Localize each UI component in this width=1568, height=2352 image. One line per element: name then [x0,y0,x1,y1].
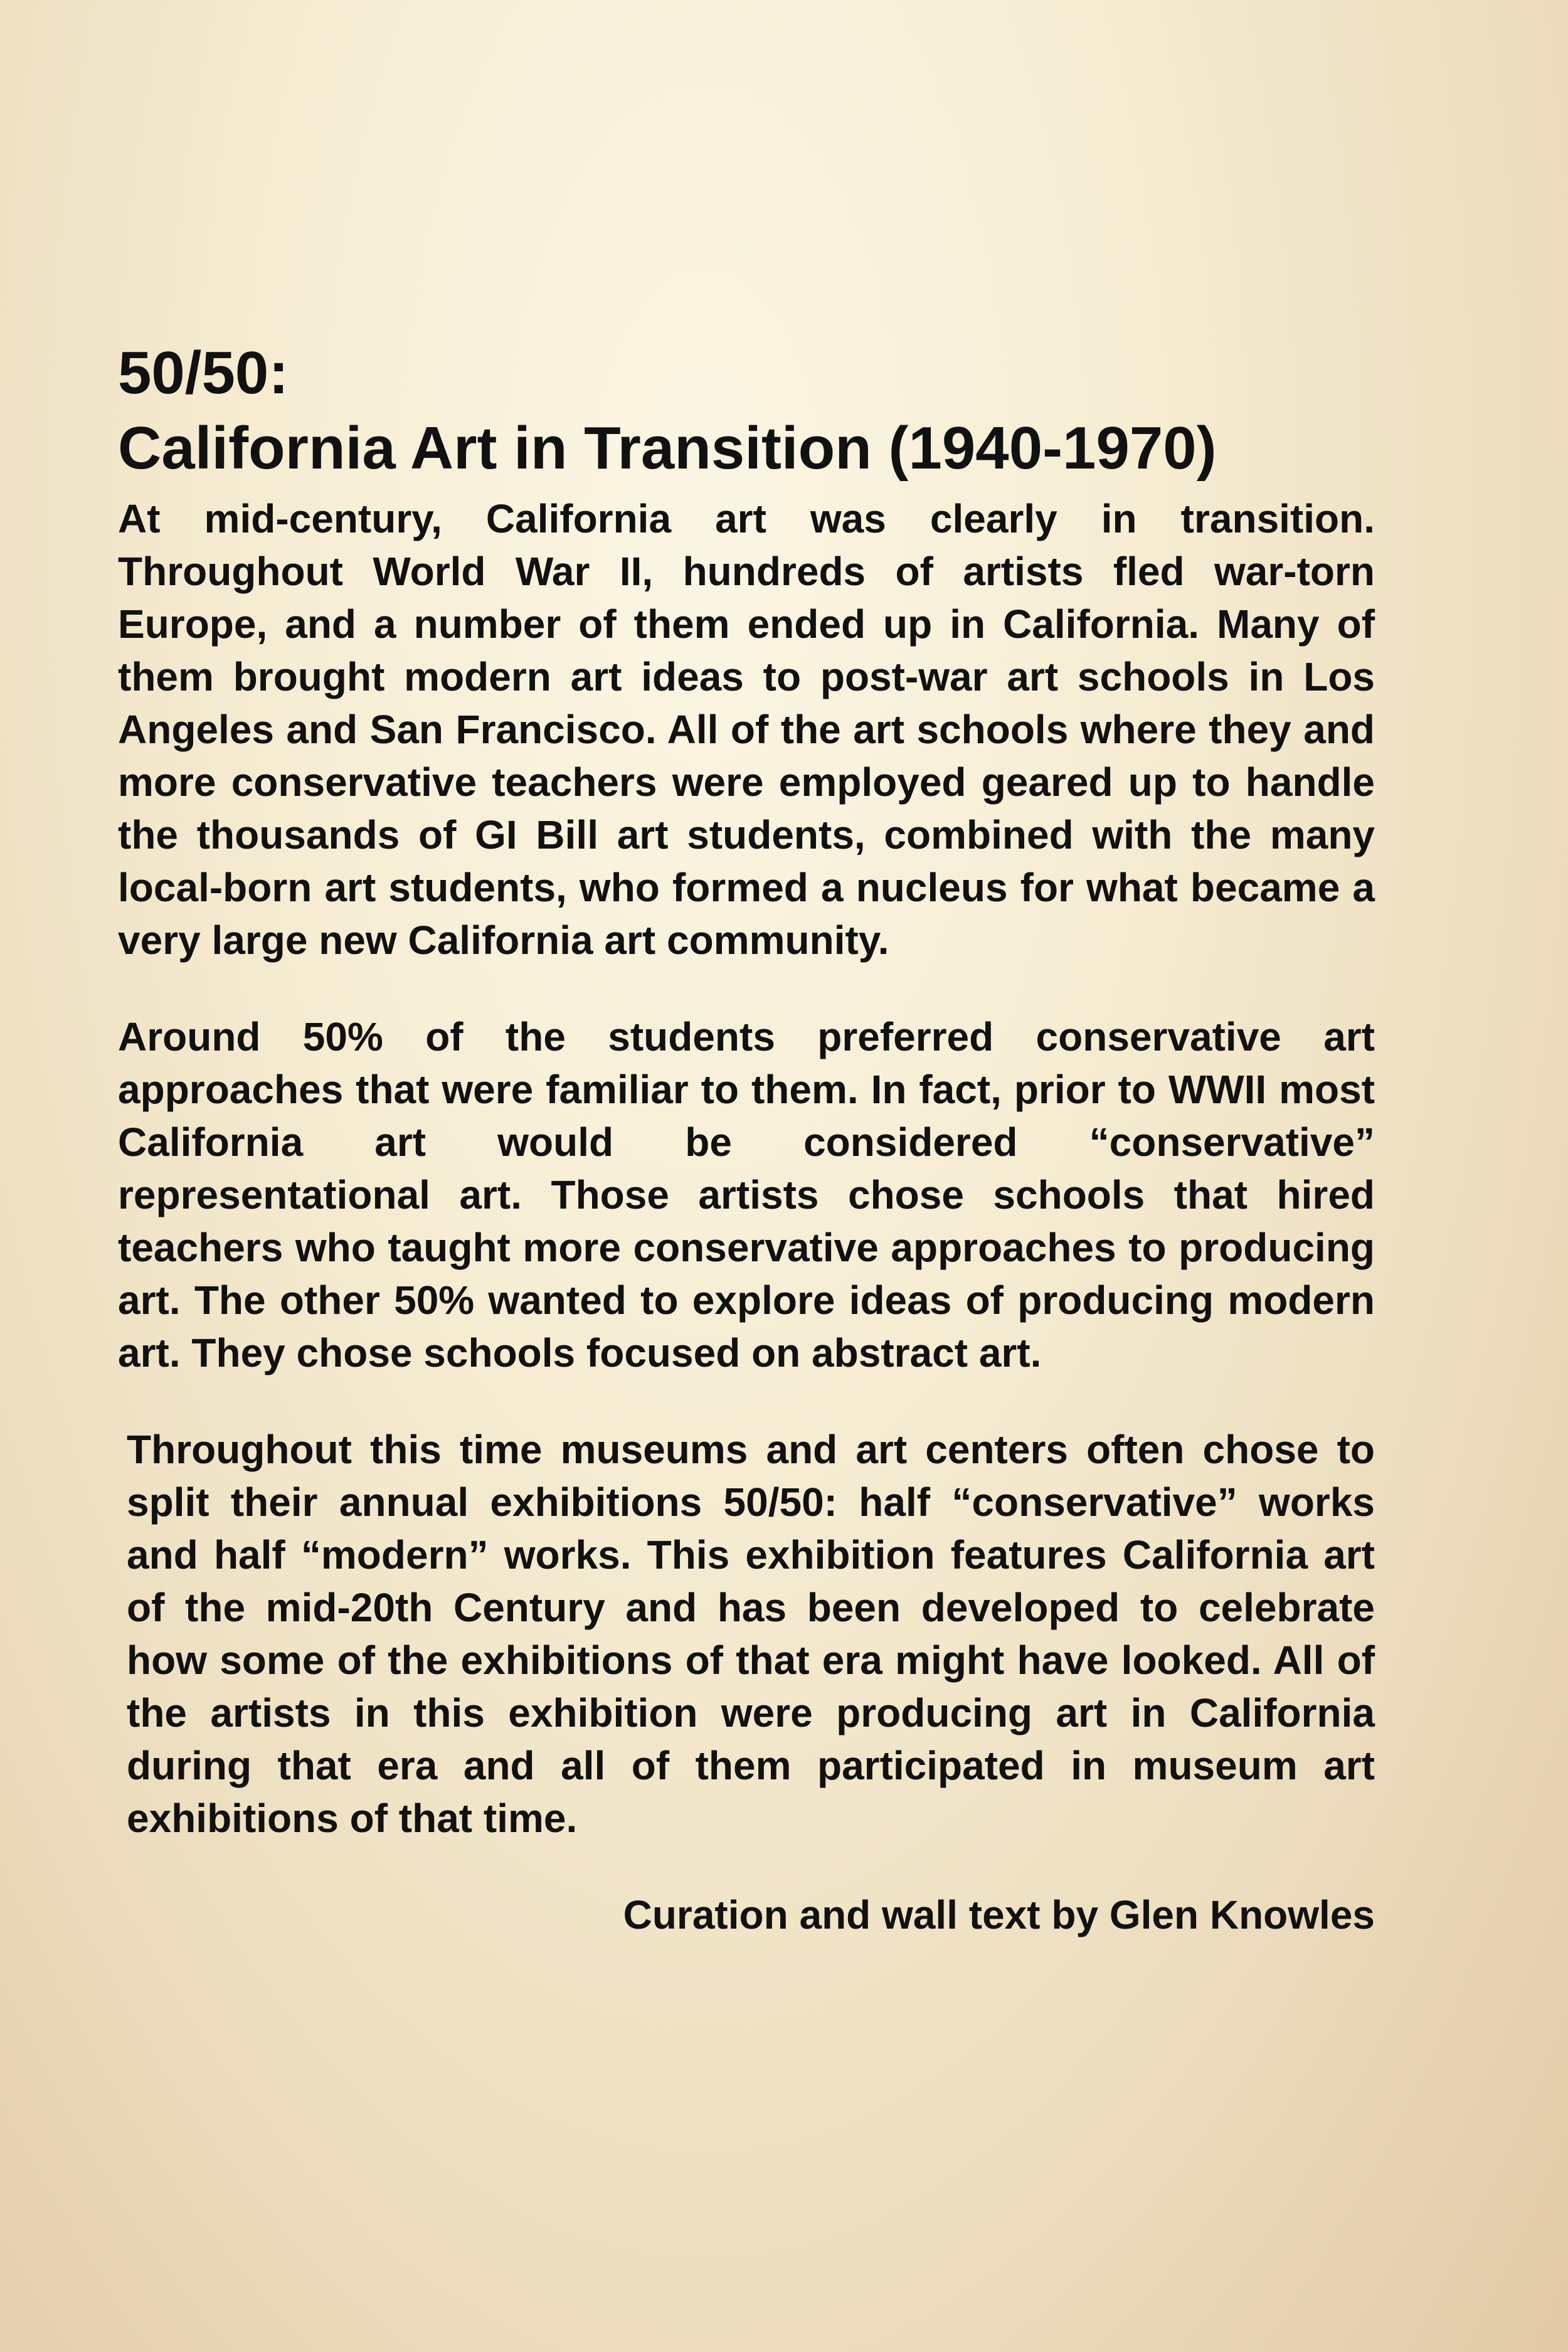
paragraph-1: At mid-century, California art was clearly in transition. Throughout World War II, hundreds of artists fled war-torn Europe, and a number of them ended up in California. Many of them brought modern art ideas to post-war art schools in Los Angeles and San Francisco. All of the art schools where they and more conservative teachers were employed geared up to handle the thousands of GI Bill art students, combined with the many local-born art students, who formed a nucleus for what became a very large new California art community. [118,496,1375,963]
wall-text-placard [118,336,1375,1941]
paragraph-3: Throughout this time museums and art centers often chose to split their annual exhibitions 50/50: half “conservative” works and half “modern” works. This exhibition features California art of the mid-20th Century and has been developed to celebrate how some of the exhibitions of that era might have looked. All of the artists in this exhibition were producing art in California during that era and all of them participated in museum art exhibitions of that time. [127,1427,1375,1841]
paragraph-2: Around 50% of the students preferred conservative art approaches that were familiar to them. In fact, prior to WWII most California art would be considered “conservative” representational art. Those artists chose schools that hired teachers who taught more conservative approaches to producing art. The other 50% wanted to explore ideas of producing modern art. They chose schools focused on abstract art. [118,1014,1375,1375]
title-line-1: 50/50: [118,339,289,406]
curation-credit: Curation and wall text by Glen Knowles [623,1892,1375,1937]
title-line-2: California Art in Transition (1940-1970) [118,415,1217,482]
